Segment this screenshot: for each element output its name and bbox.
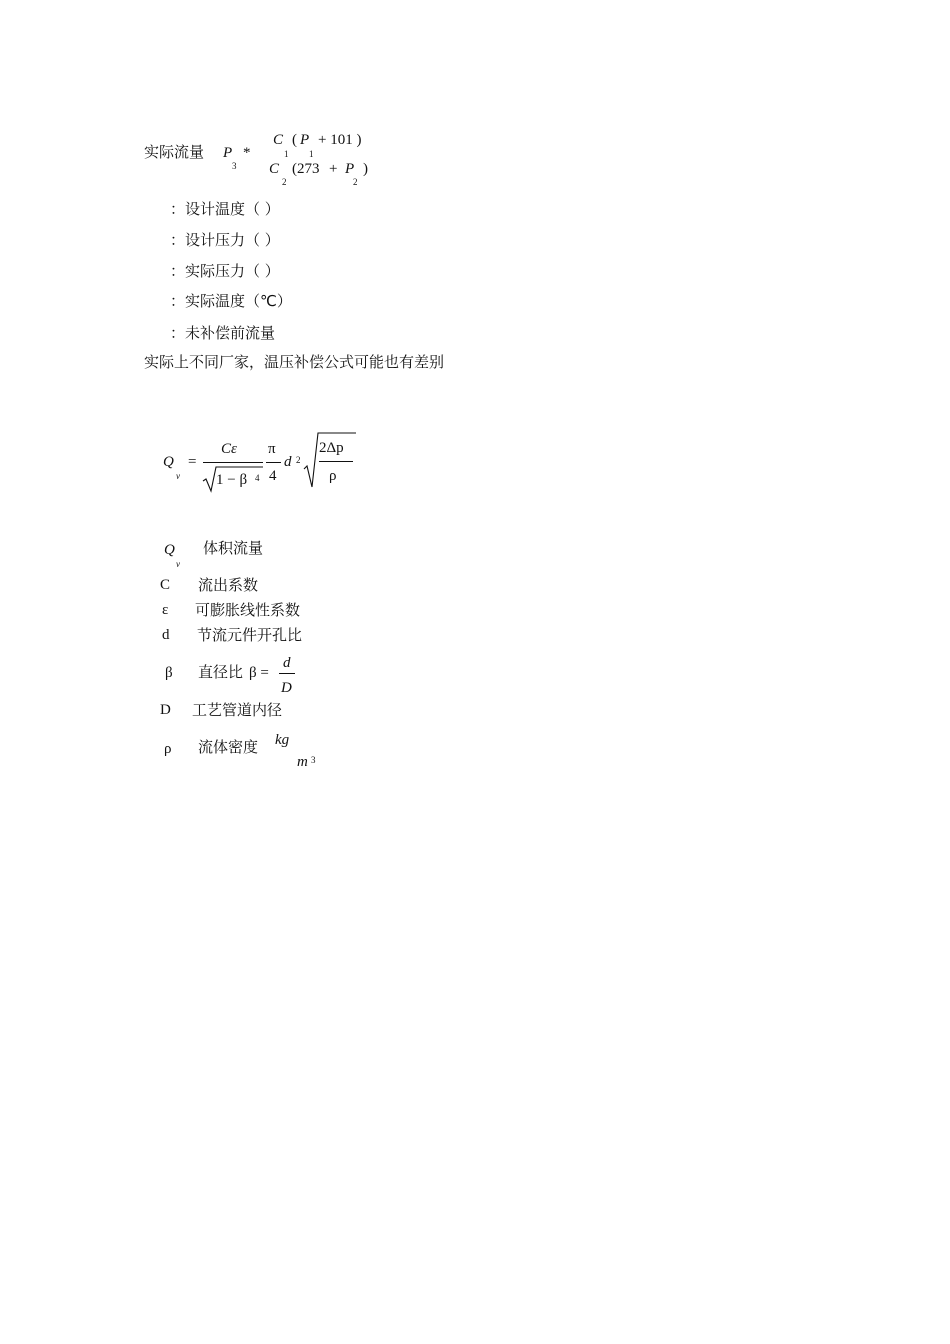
formula1-den-open: (273 bbox=[292, 161, 320, 177]
formula2-pi-bar bbox=[266, 462, 281, 463]
formula2-d-exp: 2 bbox=[296, 455, 301, 465]
formula1-prefix: 实际流量 bbox=[144, 143, 205, 161]
formula1-den-c-sub: 2 bbox=[282, 177, 287, 187]
formula1-p: P bbox=[223, 145, 233, 161]
legend-beta-frac-num: d bbox=[283, 655, 291, 671]
legend-epsilon-sym: ε bbox=[162, 602, 169, 618]
legend-c-text: 流出系数 bbox=[198, 576, 259, 594]
formula1-num-rest: + 101 ) bbox=[318, 132, 362, 148]
legend-d-sym: d bbox=[162, 627, 170, 643]
formula2-d: d bbox=[284, 454, 292, 470]
formula1-den-p-sub: 2 bbox=[353, 177, 358, 187]
legend-d-text: 节流元件开孔比 bbox=[197, 626, 303, 644]
legend-beta-sym: β bbox=[165, 665, 173, 681]
formula1-num-p: P bbox=[300, 132, 310, 148]
legend-qv-text: 体积流量 bbox=[203, 539, 264, 557]
legend-qv-sym: Q bbox=[164, 542, 175, 558]
legend-rho-sym: ρ bbox=[164, 741, 172, 757]
formula1-star: * bbox=[243, 145, 251, 161]
legend-qv-sub: v bbox=[176, 559, 180, 569]
def-actual-pressure: ：实际压力（ ） bbox=[170, 262, 280, 280]
def-uncompensated-flow: ：未补偿前流量 bbox=[170, 324, 276, 342]
legend-c-sym: C bbox=[160, 577, 171, 593]
legend-rho-unit-den: m bbox=[297, 754, 308, 770]
def-design-pressure: ：设计压力（ ） bbox=[170, 231, 280, 249]
formula2-eq: = bbox=[188, 454, 197, 470]
note-vendor-difference: 实际上不同厂家，温压补偿公式可能也有差别 bbox=[144, 353, 445, 371]
formula1-den-c: C bbox=[269, 161, 280, 177]
legend-beta-eq: β = bbox=[249, 665, 269, 681]
legend-beta-frac-bar bbox=[279, 673, 295, 674]
formula1-num-c-sub: 1 bbox=[284, 149, 289, 159]
formula2-four: 4 bbox=[269, 468, 277, 484]
formula1-p-sub: 3 bbox=[232, 161, 237, 171]
formula2-q: Q bbox=[163, 454, 174, 470]
formula2-sqrt-num: 2Δp bbox=[319, 440, 344, 456]
formula1-den-p: P bbox=[345, 161, 355, 177]
legend-beta-text: 直径比 bbox=[198, 663, 244, 681]
legend-rho-unit-exp: 3 bbox=[311, 755, 316, 765]
def-actual-temperature: ：实际温度（℃） bbox=[170, 292, 292, 310]
formula2-q-sub: v bbox=[176, 471, 180, 481]
formula1-den-plus: + bbox=[329, 161, 338, 177]
legend-bigd-sym: D bbox=[160, 702, 171, 718]
formula2-pi: π bbox=[268, 441, 276, 457]
formula2-sqrt-bar bbox=[319, 461, 353, 462]
formula1-num-c: C bbox=[273, 132, 284, 148]
formula2-frac-bar bbox=[203, 462, 263, 463]
legend-rho-unit-num: kg bbox=[275, 732, 290, 748]
formula1-num-open: ( bbox=[292, 132, 297, 148]
formula2-den-exp: 4 bbox=[255, 473, 260, 483]
def-design-temperature: ：设计温度（ ） bbox=[170, 200, 280, 218]
formula2-den-1: 1 − β bbox=[216, 472, 248, 488]
legend-epsilon-text: 可膨胀线性系数 bbox=[195, 601, 301, 619]
legend-rho-text: 流体密度 bbox=[198, 738, 259, 756]
legend-beta-frac-den: D bbox=[281, 680, 292, 696]
formula1-den-close: ) bbox=[363, 161, 368, 177]
formula1-num-p-sub: 1 bbox=[309, 149, 314, 159]
formula2-num: Cε bbox=[221, 441, 237, 457]
formula2-sqrt-den: ρ bbox=[329, 468, 337, 484]
legend-bigd-text: 工艺管道内径 bbox=[192, 701, 283, 719]
